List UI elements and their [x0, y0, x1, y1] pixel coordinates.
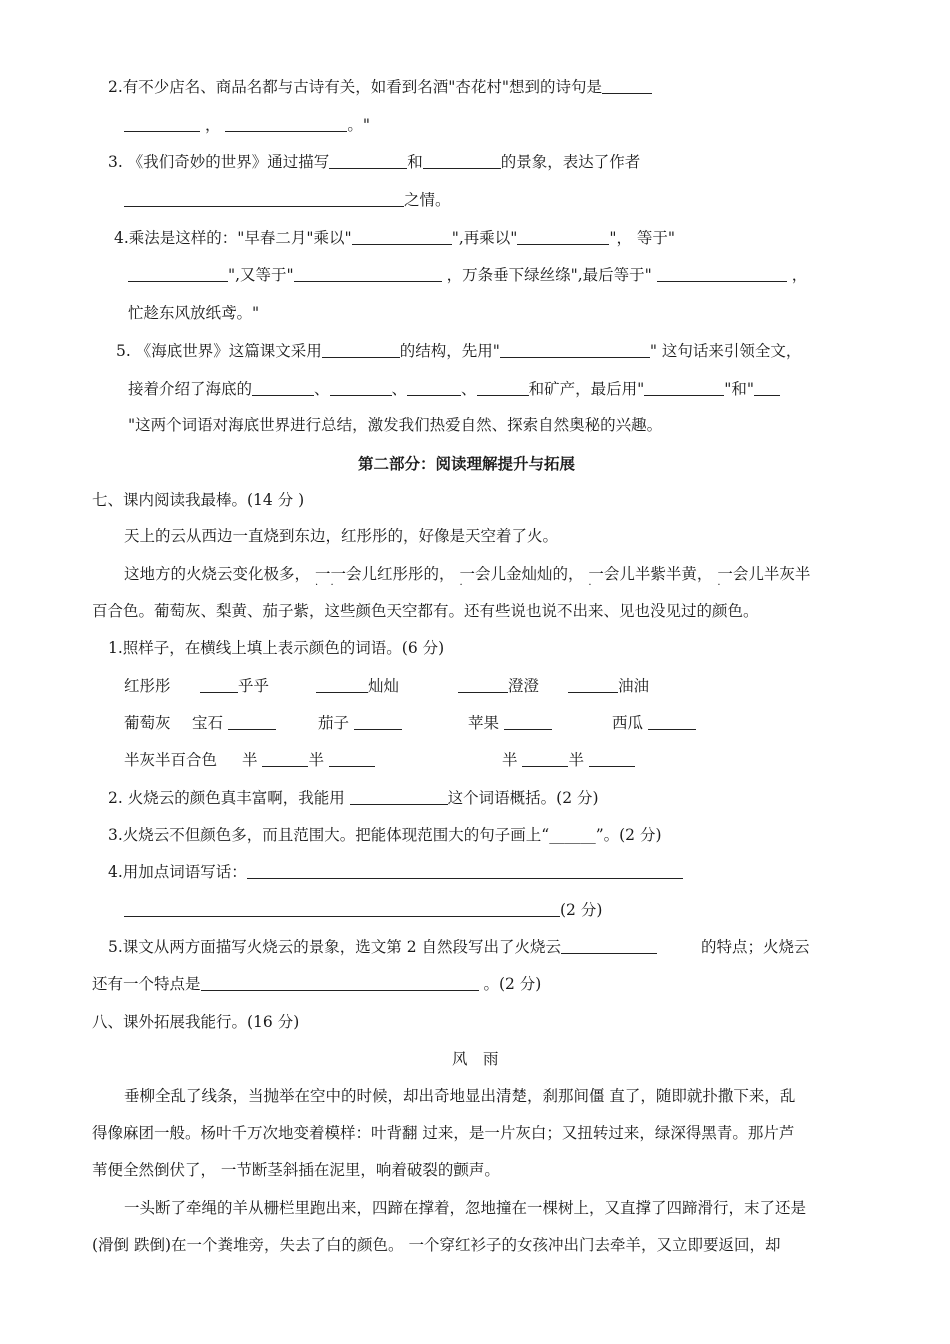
- answer-blank[interactable]: [201, 975, 479, 991]
- q5-line-1: [116, 340, 801, 362]
- answer-blank[interactable]: [500, 342, 650, 358]
- q5-sep: 、: [391, 380, 408, 398]
- p2-text: 会儿红彤彤的，: [345, 565, 455, 583]
- word-suffix: 油油: [618, 677, 650, 695]
- dot-mark: ·: [314, 580, 319, 591]
- q5-sep: 、: [314, 380, 330, 398]
- answer-blank[interactable]: [322, 342, 400, 358]
- answer-blank[interactable]: [294, 266, 442, 282]
- answer-blank[interactable]: [262, 751, 308, 767]
- color-row-3: [124, 749, 824, 771]
- example-word: 葡萄灰: [124, 714, 171, 732]
- s7-q5-line-2: [92, 973, 541, 995]
- p2-text: 会儿半灰半: [732, 565, 811, 583]
- q5-line-2: [128, 378, 780, 400]
- q4-text-2: ",再乘以": [451, 229, 518, 247]
- word-prefix: 茄子: [318, 714, 350, 732]
- q4-text-4: ",又等于": [228, 266, 294, 284]
- answer-blank[interactable]: [329, 153, 407, 169]
- answer-blank[interactable]: [568, 677, 618, 693]
- question-text: (2 分): [560, 901, 603, 919]
- q4-text: 4.乘法是这样的："早春二月"乘以": [114, 229, 352, 247]
- answer-blank[interactable]: [522, 751, 568, 767]
- p2-text: 这地方的火烧云变化极多，: [124, 565, 311, 583]
- answer-blank[interactable]: [644, 380, 724, 396]
- answer-blank[interactable]: [247, 863, 683, 879]
- word-suffix: 乎乎: [238, 677, 270, 695]
- word-prefix: 半: [568, 751, 584, 769]
- q4-comma: ，: [791, 266, 808, 284]
- answer-blank[interactable]: [228, 714, 276, 730]
- passage7-p2-line-2: 百合色。葡萄灰、梨黄、茄子紫，这些颜色天空都有。还有些说也说不出来、见也没见过的颜色。: [92, 602, 759, 620]
- answer-blank[interactable]: [200, 677, 238, 693]
- answer-blank[interactable]: [329, 751, 375, 767]
- q4-line-1: [114, 227, 675, 249]
- q3-text-2: 的景象，表达了作者: [500, 153, 641, 171]
- question-text: 5.课文从两方面描写火烧云的景象，选文第 2 自然段写出了火烧云: [108, 938, 562, 956]
- s7-q2: [108, 787, 599, 809]
- q3-text: 3. 《我们奇妙的世界》通过描写: [108, 153, 330, 171]
- answer-blank[interactable]: [124, 901, 560, 917]
- q2-text: 2.有不少店名、商品名都与古诗有关，如看到名酒"杏花村"想到的诗句是: [108, 78, 603, 96]
- p2-text: 会儿半紫半黄，: [603, 565, 713, 583]
- q3-and: 和: [407, 153, 423, 171]
- q3-line-1: [108, 151, 640, 173]
- q5-line-3: [128, 414, 662, 436]
- answer-blank[interactable]: [504, 714, 552, 730]
- q5-text-2: 的结构，先用": [399, 342, 500, 360]
- s7-q1: 1.照样子，在横线上填上表示颜色的词语。(6 分): [108, 639, 445, 657]
- answer-blank[interactable]: [316, 677, 368, 693]
- answer-blank[interactable]: [657, 266, 787, 282]
- question-text: 这个词语概括。(2 分): [447, 789, 599, 807]
- answer-blank[interactable]: [648, 714, 696, 730]
- passage7-p2-line-1: [124, 563, 811, 591]
- q2-line-1: [108, 76, 652, 98]
- story-line-4: 一头断了牵绳的羊从栅栏里跑出来，四蹄在撑着，忽地撞在一棵树上，又直撑了四蹄滑行，末了还是: [124, 1199, 807, 1217]
- story-line-1: 垂柳全乱了线条，当抛举在空中的时候，却出奇地显出清楚，刹那间僵 直了，随即就扑撒下来，乱: [124, 1087, 796, 1105]
- q5-text: 5. 《海底世界》这篇课文采用: [116, 342, 322, 360]
- p2-text: 会儿金灿灿的，: [474, 565, 584, 583]
- answer-blank[interactable]: [124, 116, 200, 132]
- answer-blank[interactable]: [602, 78, 652, 94]
- q5-text-4: 接着介绍了海底的: [128, 380, 253, 398]
- part2-title: 第二部分：阅读理解提升与拓展: [358, 454, 576, 473]
- answer-blank[interactable]: [561, 938, 657, 954]
- q5-end: "这两个词语对海底世界进行总结，激发我们热爱自然、探索自然奥秘的兴趣。: [128, 416, 663, 434]
- q5-text-5: 和矿产，最后用": [528, 380, 645, 398]
- answer-blank[interactable]: [517, 229, 609, 245]
- q2-line-2: [124, 114, 370, 136]
- example-word: 红彤彤: [124, 677, 171, 695]
- answer-blank[interactable]: [352, 229, 452, 245]
- section7-title: 七、课内阅读我最棒。(14 分 ): [92, 491, 305, 509]
- dotted-word: 一 ·: [588, 565, 604, 591]
- word-prefix: 半: [502, 751, 518, 769]
- dot-mark: ·: [459, 580, 463, 591]
- answer-blank[interactable]: [128, 266, 228, 282]
- answer-blank[interactable]: [407, 380, 461, 396]
- answer-blank[interactable]: [589, 751, 635, 767]
- answer-blank[interactable]: [477, 380, 529, 396]
- word-prefix: 半: [242, 751, 258, 769]
- word-prefix: 苹果: [468, 714, 500, 732]
- q4-line-3: [128, 302, 259, 324]
- question-text: 的特点；火烧云: [701, 938, 810, 956]
- answer-blank[interactable]: [350, 789, 448, 805]
- word-suffix: 灿灿: [368, 677, 400, 695]
- example-word: 半灰半百合色: [124, 751, 218, 769]
- dotted-word: 一 ·: [314, 565, 331, 591]
- question-text: 。(2 分): [483, 975, 542, 993]
- story-title: 风 雨: [452, 1050, 499, 1068]
- answer-blank[interactable]: [252, 380, 314, 396]
- word-prefix: 西瓜: [612, 714, 644, 732]
- q2-comma: ，: [204, 116, 221, 134]
- s7-q4-line-1: [108, 861, 683, 883]
- answer-blank[interactable]: [225, 116, 347, 132]
- answer-blank[interactable]: [754, 380, 780, 396]
- q3-end: 之情。: [404, 191, 451, 209]
- q4-line-2: [128, 264, 807, 286]
- s7-q5-line-1: [108, 936, 810, 958]
- dotted-word: 一 ·: [717, 565, 733, 591]
- question-text: 4.用加点词语写话：: [108, 863, 247, 881]
- dot-mark: ·: [588, 580, 592, 591]
- q5-sep: 、: [461, 380, 477, 398]
- q4-text-3: "， 等于": [609, 229, 676, 247]
- q5-text-6: "和": [724, 380, 754, 398]
- color-row-1: [124, 675, 824, 697]
- word-suffix: 澄澄: [508, 677, 540, 695]
- q3-line-2: [124, 189, 451, 211]
- q2-end: 。": [347, 116, 371, 134]
- answer-blank[interactable]: [458, 677, 508, 693]
- answer-blank[interactable]: [330, 380, 392, 396]
- dot-mark: ·: [330, 580, 334, 591]
- q5-text-3: " 这句话来引领全文，: [649, 342, 802, 360]
- question-text: 还有一个特点是: [92, 975, 201, 993]
- answer-blank[interactable]: [354, 714, 402, 730]
- word-prefix: 半: [308, 751, 324, 769]
- dot-mark: ·: [717, 580, 721, 591]
- q4-text-5: ，万条垂下绿丝绦",最后等于": [446, 266, 652, 284]
- passage7-p1: 天上的云从西边一直烧到东边，红彤彤的，好像是天空着了火。: [124, 527, 559, 545]
- dotted-word: 一 ·: [330, 565, 346, 591]
- answer-blank[interactable]: [423, 153, 501, 169]
- story-line-3: 苇便全然倒伏了， 一节断茎斜插在泥里，响着破裂的颤声。: [92, 1161, 500, 1179]
- dotted-word: 一 ·: [459, 565, 475, 591]
- word-prefix: 宝石: [192, 714, 224, 732]
- answer-blank[interactable]: [124, 191, 404, 207]
- story-line-2: 得像麻团一般。杨叶千万次地变着模样：叶背翻 过来，是一片灰白；又扭转过来，绿深得黑青。那片芦: [92, 1124, 795, 1142]
- s7-q4-line-2: [124, 899, 602, 921]
- s7-q3: 3.火烧云不但颜色多，而且范围大。把能体现范围大的句子画上“______”。(2 分): [108, 826, 662, 844]
- story-line-5: (滑倒 跌倒)在一个粪堆旁，失去了白的颜色。 一个穿红衫子的女孩冲出门去牵羊，又立即要返回，却: [92, 1236, 781, 1254]
- section8-title: 八、课外拓展我能行。(16 分): [92, 1013, 300, 1031]
- question-text: 2. 火烧云的颜色真丰富啊，我能用: [108, 789, 345, 807]
- color-row-2: [124, 712, 824, 734]
- q4-end: 忙趁东风放纸鸢。": [128, 304, 260, 322]
